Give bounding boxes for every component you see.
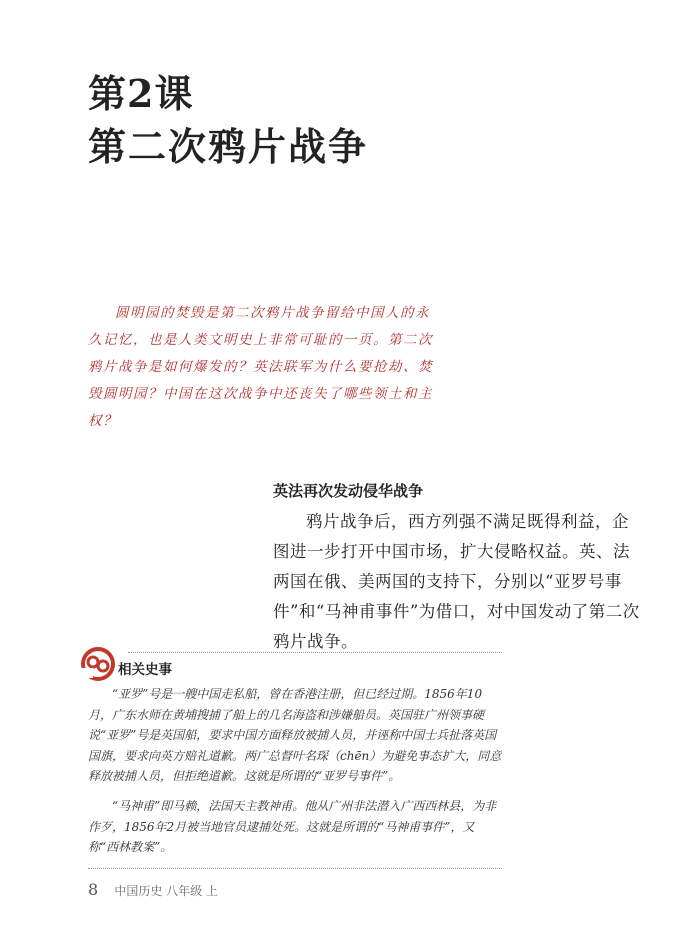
box-bottom-divider xyxy=(88,868,502,869)
lesson-title: 第二次鸦片战争 xyxy=(88,124,369,169)
page-number: 8 xyxy=(88,880,99,899)
related-history-box xyxy=(88,650,502,872)
related-paragraph: “马神甫”即马赖，法国天主教神甫。他从广州非法潜入广西西林县，为非作歹，1856年2月被当地官员逮捕处死。这就是所谓的“马神甫事件”，又称“西林教案”。 xyxy=(88,799,497,854)
related-paragraph: “亚罗”号是一艘中国走私船，曾在香港注册，但已经过期。1856年10月，广东水师在黄埔搜捕了船上的几名海盗和涉嫌船员。英国驻广州领事硬说“亚罗”号是英国船，要求中国方面释放被捕人员，并诬称中国士兵扯落英国国旗，要求向英方赔礼道歉。两广总督叶名琛（chēn）为避免事态扩大，同意释放被捕人员，但拒绝道歉。这就是所谓的“亚罗号事件”。 xyxy=(88,687,502,783)
book-label: 中国历史 八年级 上 xyxy=(114,884,218,898)
related-history-icon xyxy=(80,646,116,682)
lesson-number: 第2课 xyxy=(88,71,194,116)
lesson-intro: 圆明园的焚毁是第二次鸦片战争留给中国人的永久记忆，也是人类文明史上非常可耻的一页。第二次鸦片战争是如何爆发的？英法联军为什么要抢劫、焚毁圆明园？中国在这次战争中还丧失了哪些领土和主权？ xyxy=(88,305,433,429)
box-top-divider xyxy=(128,652,502,653)
related-history-title: 相关史事 xyxy=(118,662,172,678)
page-footer xyxy=(88,880,218,899)
section-body: 鸦片战争后，西方列强不满足既得利益，企图进一步打开中国市场，扩大侵略权益。英、法两国在俄、美两国的支持下，分别以“亚罗号事件”和“马神甫事件”为借口，对中国发动了第二次鸦片战争。 xyxy=(273,512,640,651)
section-heading: 英法再次发动侵华战争 xyxy=(273,482,424,500)
